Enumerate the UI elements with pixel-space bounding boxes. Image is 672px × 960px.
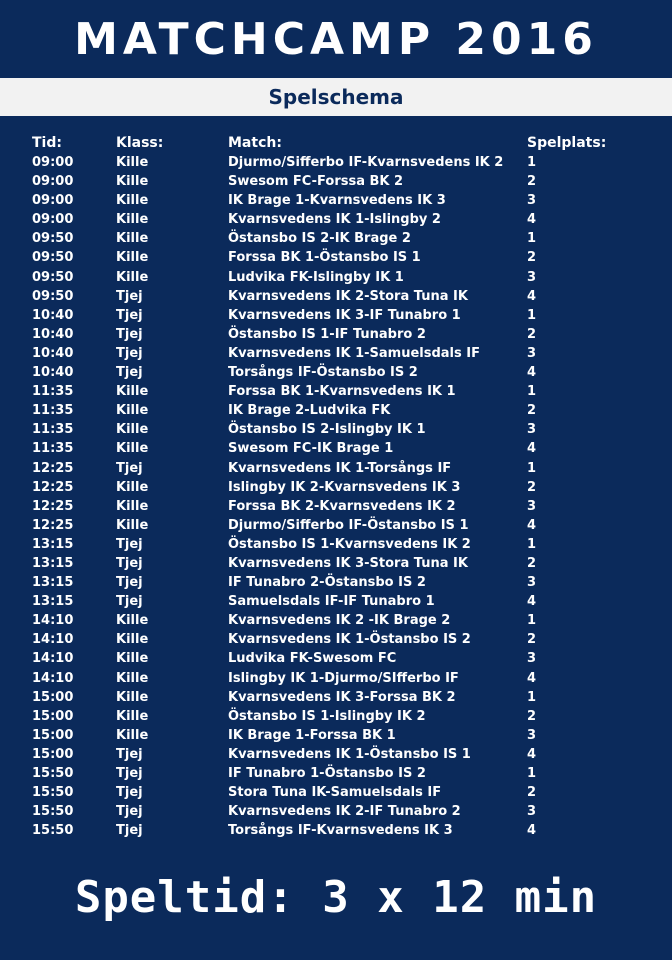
cell-class: Kille (116, 193, 149, 209)
cell-match: Östansbo IS 1-IF Tunabro 2 (228, 326, 426, 342)
cell-time: 09:50 (32, 269, 74, 285)
cell-class: Tjej (116, 594, 143, 610)
cell-time: 15:50 (32, 823, 74, 839)
cell-time: 13:15 (32, 536, 74, 552)
cell-court: 2 (527, 708, 537, 724)
cell-time: 15:50 (32, 804, 74, 820)
cell-time: 15:00 (32, 708, 74, 724)
table-row (0, 191, 672, 210)
table-row (0, 802, 672, 821)
cell-time: 10:40 (32, 307, 74, 323)
cell-court: 3 (527, 193, 537, 209)
table-row (0, 325, 672, 344)
cell-match: Islingby IK 1-Djurmo/SIfferbo IF (228, 670, 459, 686)
table-row (0, 707, 672, 726)
cell-match: Kvarnsvedens IK 3-Forssa BK 2 (228, 689, 456, 705)
cell-time: 15:00 (32, 727, 74, 743)
table-row (0, 210, 672, 229)
table-row (0, 382, 672, 401)
cell-time: 14:10 (32, 651, 74, 667)
table-row (0, 688, 672, 707)
cell-time: 09:00 (32, 174, 74, 190)
cell-match: IF Tunabro 2-Östansbo IS 2 (228, 575, 426, 591)
cell-time: 13:15 (32, 555, 74, 571)
match-duration: Speltid: 3 x 12 min (74, 872, 598, 923)
cell-class: Kille (116, 708, 149, 724)
table-row (0, 649, 672, 668)
cell-match: Forssa BK 1-Kvarnsvedens IK 1 (228, 384, 456, 400)
cell-class: Kille (116, 212, 149, 228)
cell-court: 4 (527, 365, 537, 381)
table-row (0, 535, 672, 554)
cell-match: Kvarnsvedens IK 2 -IK Brage 2 (228, 613, 451, 629)
cell-match: Torsångs IF-Östansbo IS 2 (228, 365, 418, 381)
cell-match: Kvarnsvedens IK 2-IF Tunabro 2 (228, 804, 461, 820)
cell-court: 2 (527, 403, 537, 419)
cell-time: 10:40 (32, 326, 74, 342)
cell-court: 3 (527, 498, 537, 514)
cell-class: Kille (116, 517, 149, 533)
cell-match: Samuelsdals IF-IF Tunabro 1 (228, 594, 435, 610)
table-row (0, 478, 672, 497)
cell-class: Tjej (116, 536, 143, 552)
cell-court: 4 (527, 212, 537, 228)
table-header (0, 134, 672, 153)
cell-class: Tjej (116, 766, 143, 781)
subtitle: Spelschema (268, 85, 404, 109)
table-row (0, 306, 672, 325)
cell-time: 10:40 (32, 365, 74, 381)
cell-class: Kille (116, 651, 149, 667)
cell-time: 15:50 (32, 766, 74, 781)
cell-match: Stora Tuna IK-Samuelsdals IF (228, 785, 442, 801)
table-row (0, 497, 672, 516)
cell-match: Djurmo/Sifferbo IF-Östansbo IS 1 (228, 517, 469, 533)
cell-class: Tjej (116, 345, 143, 361)
cell-match: Forssa BK 2-Kvarnsvedens IK 2 (228, 498, 456, 514)
cell-class: Kille (116, 403, 149, 419)
cell-time: 15:00 (32, 689, 74, 705)
table-row (0, 287, 672, 306)
cell-class: Tjej (116, 746, 143, 762)
cell-match: Forssa BK 1-Östansbo IS 1 (228, 250, 421, 266)
cell-class: Kille (116, 422, 149, 438)
table-row (0, 153, 672, 172)
cell-time: 15:00 (32, 746, 74, 762)
cell-court: 4 (527, 746, 537, 762)
cell-match: IK Brage 1-Forssa BK 1 (228, 727, 396, 743)
column-header-match: Match: (228, 135, 282, 151)
table-row (0, 783, 672, 802)
cell-time: 12:25 (32, 517, 74, 533)
cell-court: 4 (527, 288, 537, 304)
cell-class: Kille (116, 174, 149, 190)
cell-class: Kille (116, 231, 149, 247)
cell-court: 1 (527, 689, 537, 705)
subtitle-bar (0, 78, 672, 116)
cell-court: 2 (527, 632, 537, 648)
cell-match: Kvarnsvedens IK 1-Torsångs IF (228, 460, 452, 476)
table-row (0, 401, 672, 420)
cell-time: 12:25 (32, 460, 74, 476)
cell-class: Kille (116, 689, 149, 705)
cell-court: 1 (527, 536, 537, 552)
cell-class: Kille (116, 632, 149, 648)
cell-time: 13:15 (32, 575, 74, 591)
cell-court: 4 (527, 441, 537, 457)
table-row (0, 516, 672, 535)
cell-court: 1 (527, 384, 537, 400)
cell-time: 09:50 (32, 288, 74, 304)
cell-court: 1 (527, 460, 537, 476)
cell-class: Kille (116, 670, 149, 686)
table-row (0, 573, 672, 592)
cell-court: 3 (527, 804, 537, 820)
cell-time: 11:35 (32, 422, 74, 438)
cell-time: 11:35 (32, 384, 74, 400)
table-row (0, 268, 672, 287)
cell-match: Djurmo/Sifferbo IF-Kvarnsvedens IK 2 (228, 155, 504, 170)
cell-match: Kvarnsvedens IK 1-Östansbo IS 1 (228, 746, 471, 762)
cell-court: 4 (527, 823, 537, 839)
column-header-class: Klass: (116, 135, 164, 151)
table-row (0, 726, 672, 745)
cell-class: Tjej (116, 326, 143, 342)
cell-match: Kvarnsvedens IK 3-Stora Tuna IK (228, 555, 468, 571)
cell-court: 1 (527, 766, 537, 781)
cell-match: IF Tunabro 1-Östansbo IS 2 (228, 766, 426, 781)
cell-class: Kille (116, 727, 149, 743)
cell-class: Kille (116, 479, 149, 495)
table-row (0, 459, 672, 478)
column-header-time: Tid: (32, 135, 62, 151)
cell-time: 14:10 (32, 613, 74, 629)
cell-match: Ludvika FK-Swesom FC (228, 651, 397, 667)
table-row (0, 172, 672, 191)
cell-court: 3 (527, 575, 537, 591)
cell-court: 3 (527, 651, 537, 667)
cell-class: Tjej (116, 307, 143, 323)
cell-match: Kvarnsvedens IK 2-Stora Tuna IK (228, 288, 468, 304)
cell-time: 14:10 (32, 670, 74, 686)
schedule-table (0, 134, 672, 840)
cell-class: Tjej (116, 823, 143, 839)
cell-court: 2 (527, 479, 537, 495)
cell-match: Islingby IK 2-Kvarnsvedens IK 3 (228, 479, 461, 495)
cell-time: 09:00 (32, 155, 74, 170)
cell-match: IK Brage 1-Kvarnsvedens IK 3 (228, 193, 446, 209)
table-row (0, 420, 672, 439)
cell-court: 1 (527, 613, 537, 629)
cell-time: 12:25 (32, 479, 74, 495)
cell-court: 3 (527, 727, 537, 743)
cell-class: Kille (116, 250, 149, 266)
cell-class: Tjej (116, 288, 143, 304)
cell-match: Swesom FC-Forssa BK 2 (228, 174, 404, 190)
cell-court: 2 (527, 174, 537, 190)
cell-class: Tjej (116, 460, 143, 476)
table-row (0, 821, 672, 840)
cell-match: Kvarnsvedens IK 1-Östansbo IS 2 (228, 632, 471, 648)
cell-class: Kille (116, 155, 149, 170)
cell-match: Kvarnsvedens IK 1-Samuelsdals IF (228, 345, 480, 361)
cell-time: 15:50 (32, 785, 74, 801)
cell-court: 3 (527, 422, 537, 438)
cell-class: Tjej (116, 785, 143, 801)
cell-court: 2 (527, 555, 537, 571)
table-row (0, 554, 672, 573)
cell-class: Tjej (116, 365, 143, 381)
cell-court: 3 (527, 345, 537, 361)
cell-class: Kille (116, 384, 149, 400)
cell-match: Östansbo IS 1-Kvarnsvedens IK 2 (228, 536, 471, 552)
cell-court: 2 (527, 326, 537, 342)
cell-time: 12:25 (32, 498, 74, 514)
cell-match: Östansbo IS 1-Islingby IK 2 (228, 708, 426, 724)
cell-court: 3 (527, 269, 537, 285)
cell-court: 4 (527, 517, 537, 533)
cell-time: 09:00 (32, 212, 74, 228)
cell-class: Tjej (116, 804, 143, 820)
cell-match: Östansbo IS 2-IK Brage 2 (228, 231, 411, 247)
cell-match: Torsångs IF-Kvarnsvedens IK 3 (228, 823, 453, 839)
page-title: MATCHCAMP 2016 (74, 14, 598, 65)
cell-court: 1 (527, 231, 537, 247)
cell-time: 14:10 (32, 632, 74, 648)
cell-time: 09:50 (32, 250, 74, 266)
cell-match: IK Brage 2-Ludvika FK (228, 403, 391, 419)
table-row (0, 363, 672, 382)
cell-class: Kille (116, 441, 149, 457)
cell-court: 2 (527, 250, 537, 266)
table-row (0, 745, 672, 764)
cell-court: 4 (527, 670, 537, 686)
cell-match: Kvarnsvedens IK 3-IF Tunabro 1 (228, 307, 461, 323)
cell-match: Ludvika FK-Islingby IK 1 (228, 269, 404, 285)
table-row (0, 630, 672, 649)
cell-court: 1 (527, 307, 537, 323)
table-row (0, 592, 672, 611)
table-row (0, 344, 672, 363)
cell-time: 11:35 (32, 403, 74, 419)
cell-class: Tjej (116, 575, 143, 591)
table-row (0, 764, 672, 783)
cell-time: 09:00 (32, 193, 74, 209)
cell-court: 1 (527, 155, 537, 170)
table-body (0, 153, 672, 840)
cell-time: 09:50 (32, 231, 74, 247)
cell-court: 2 (527, 785, 537, 801)
cell-time: 10:40 (32, 345, 74, 361)
cell-class: Tjej (116, 555, 143, 571)
table-row (0, 439, 672, 458)
cell-match: Kvarnsvedens IK 1-Islingby 2 (228, 212, 441, 228)
table-row (0, 611, 672, 630)
cell-court: 4 (527, 594, 537, 610)
cell-match: Östansbo IS 2-Islingby IK 1 (228, 422, 426, 438)
cell-match: Swesom FC-IK Brage 1 (228, 441, 394, 457)
cell-class: Kille (116, 269, 149, 285)
cell-class: Kille (116, 613, 149, 629)
table-row (0, 669, 672, 688)
cell-time: 11:35 (32, 441, 74, 457)
table-row (0, 229, 672, 248)
cell-time: 13:15 (32, 594, 74, 610)
column-header-court: Spelplats: (527, 135, 607, 151)
cell-class: Kille (116, 498, 149, 514)
table-row (0, 248, 672, 267)
